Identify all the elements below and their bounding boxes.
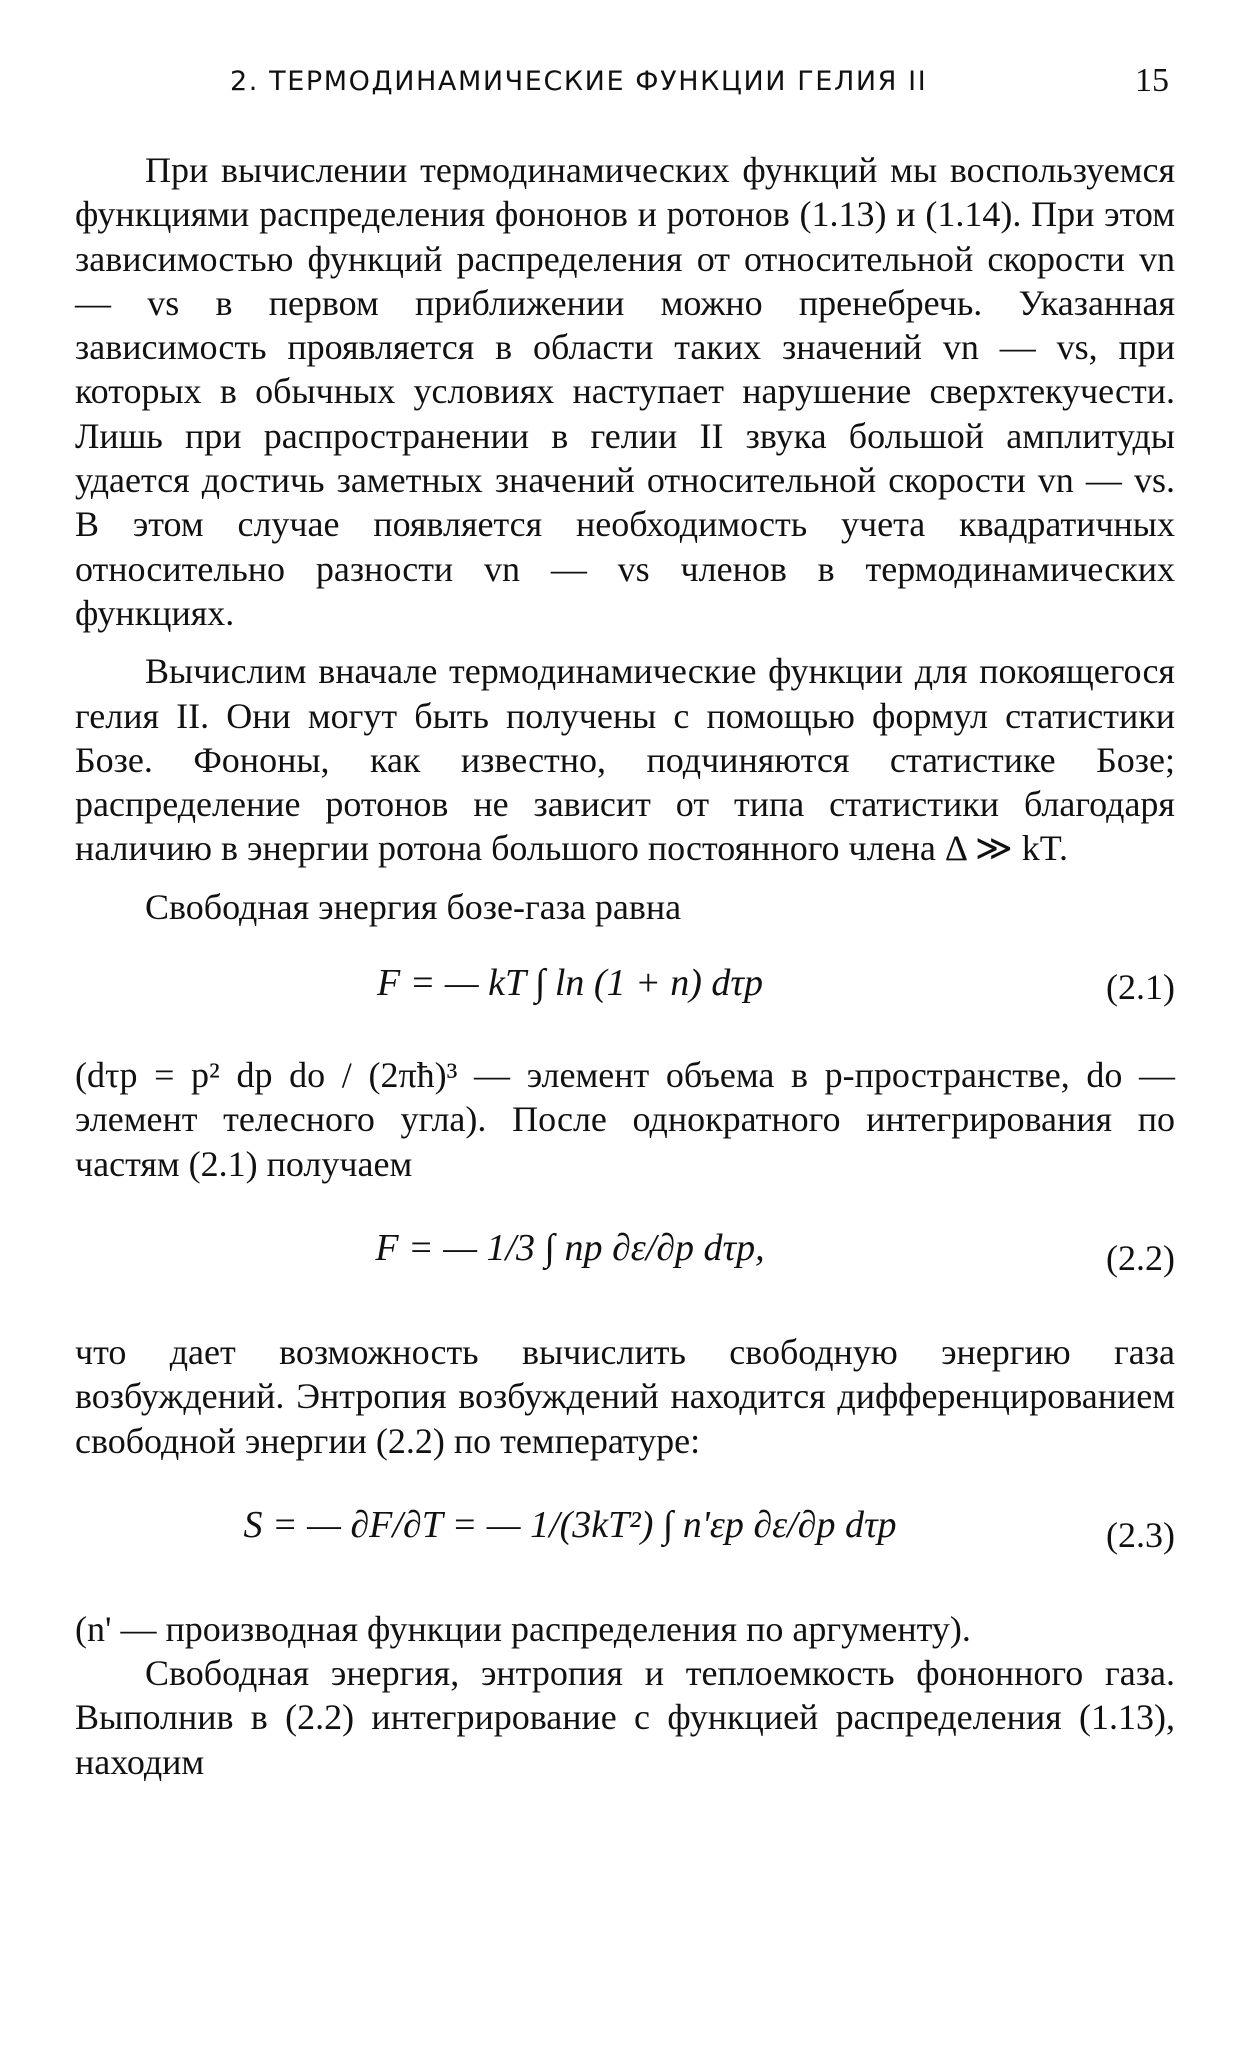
equation-formula: S = — ∂F/∂T = — 1/(3kT²) ∫ n'εp ∂ε/∂p dτp xyxy=(243,1503,897,1546)
equation-2-1 xyxy=(75,947,1175,1035)
equation-formula: F = — kT ∫ ln (1 + n) dτp xyxy=(377,962,763,1005)
equation-number: (2.1) xyxy=(1106,967,1175,1008)
paragraph-1: При вычислении термодинамических функций мы воспользуемся функциями распределения фононов и ротонов (1.13) и (1.14). При этом зависимостью функций распределения от относительной скорости vn — vs в первом приближении можно пренебречь. Указанная зависимость проявляется в области таких значений vn — vs, при которых в обычных условиях наступает нарушение сверхтекучести. Лишь при распространении в гелии II звука большой амплитуды удается достичь заметных значений относительной скорости vn — vs. В этом случае появляется необходимость учета квадратичных относительно разности vn — vs членов в термодинамических функциях. xyxy=(75,150,1175,633)
paragraph-3: Свободная энергия бозе-газа равна xyxy=(145,886,682,927)
paragraph-6: (n' — производная функции распределения по аргументу). xyxy=(75,1608,971,1649)
paragraph-7: Свободная энергия, энтропия и теплоемкость фононного газа. Выполнив в (2.2) интегрирование с функцией распределения (1.13), находим xyxy=(75,1653,1175,1782)
paragraph-5: что дает возможность вычислить свободную энергию газа возбуждений. Энтропия возбуждений находится дифференцированием свободной энергии (2.2) по температуре: xyxy=(75,1331,1175,1461)
equation-number: (2.3) xyxy=(1106,1514,1175,1555)
paragraph-4: (dτp = p² dp do / (2πħ)³ — элемент объема в p-пространстве, do — элемент телесного угла). После однократного интегрирования по частям (2.1) получаем xyxy=(75,1055,1175,1184)
paragraph-2: Вычислим вначале термодинамические функции для покоящегося гелия II. Они могут быть получены с помощью формул статистики Бозе. Фононы, как известно, подчиняются статистике Бозе; распределение ротонов не зависит от типа статистики благодаря наличию в энергии ротона большого постоянного члена Δ ≫ kT. xyxy=(75,651,1175,869)
equation-formula: F = — 1/3 ∫ np ∂ε/∂p dτp, xyxy=(375,1226,765,1269)
page-body xyxy=(75,148,1175,1784)
running-title: 2. ТЕРМОДИНАМИЧЕСКИЕ ФУНКЦИИ ГЕЛИЯ II xyxy=(230,66,928,97)
page-number: 15 xyxy=(1135,62,1169,99)
equation-number: (2.2) xyxy=(1106,1237,1175,1278)
equation-2-2 xyxy=(75,1204,1175,1312)
page-header xyxy=(75,60,1177,110)
equation-2-3 xyxy=(75,1481,1175,1589)
